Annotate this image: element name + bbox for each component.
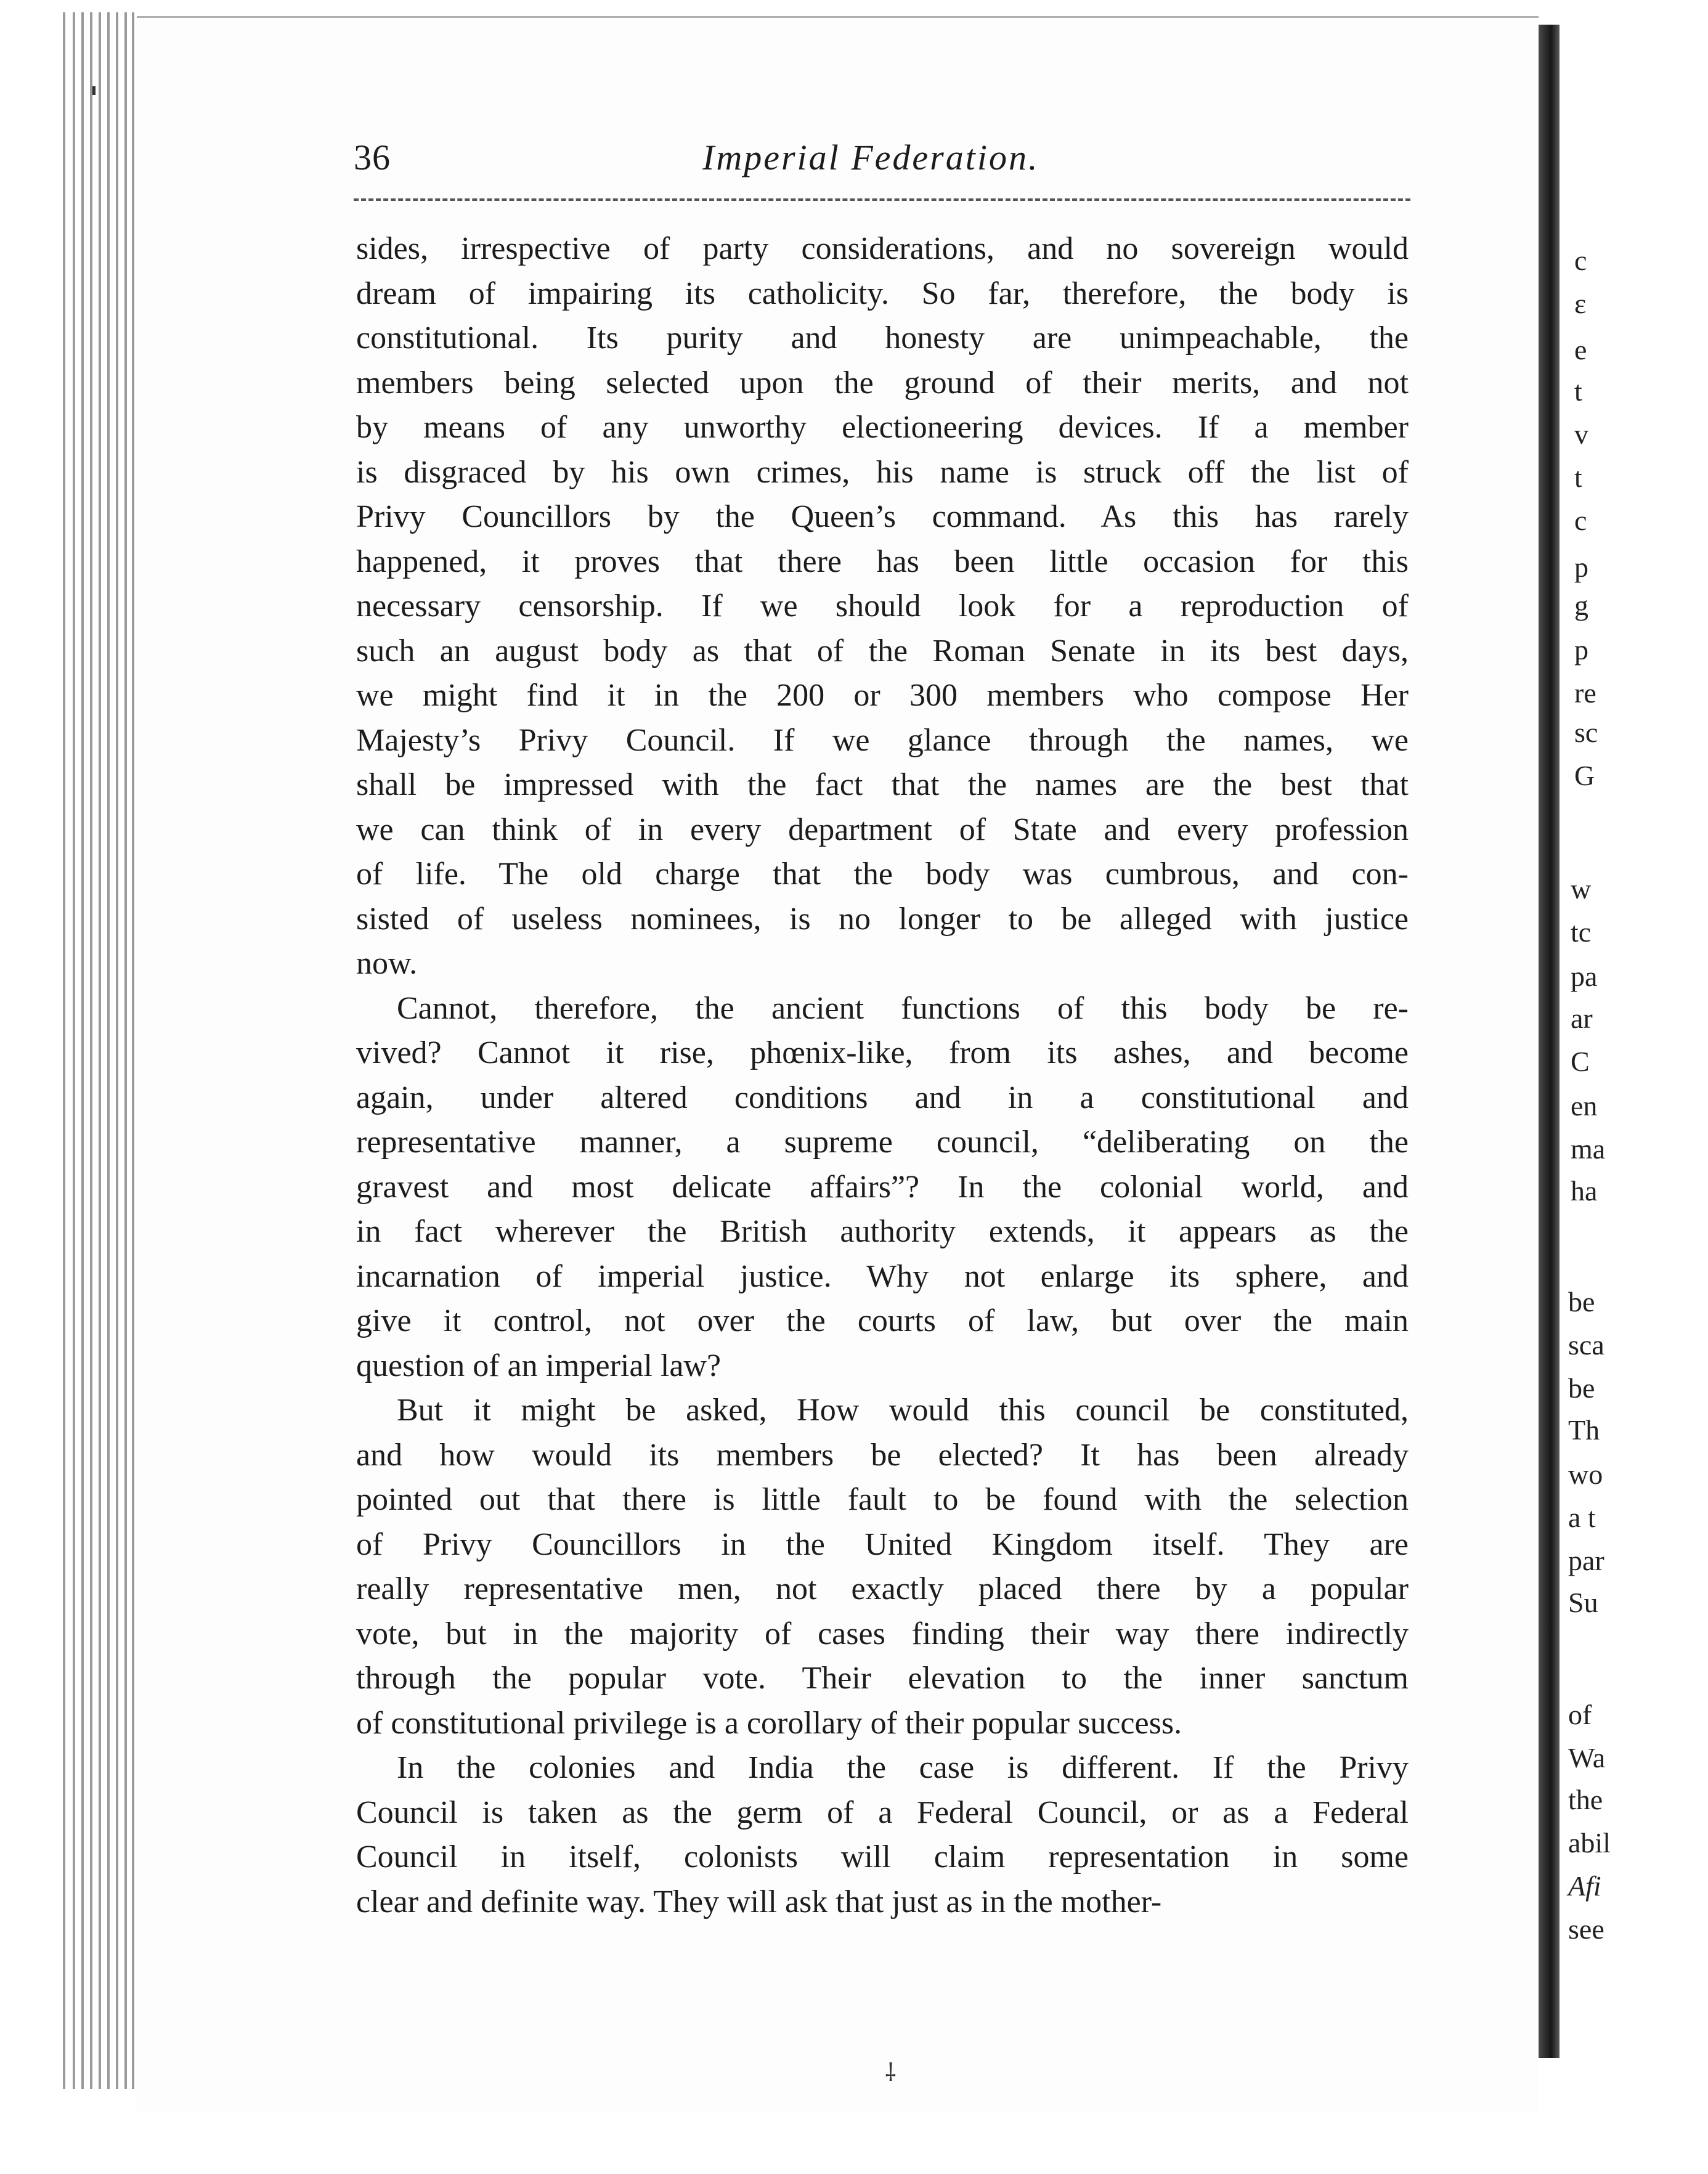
text-line: really representative men, not exactly placed there by a popular [356,1571,1409,1606]
text-line: members being selected upon the ground of their merits, and not [356,365,1409,401]
stacked-page-edges [0,0,148,2174]
facing-page-fragment: w [1571,873,1592,905]
facing-page-fragment: re [1574,677,1596,709]
body-text [356,227,1409,1924]
facing-page-fragment: a t [1568,1502,1596,1533]
running-title: Imperial Federation. [702,137,1039,177]
text-line: we can think of in every department of State and every profession [356,812,1409,847]
facing-page-fragment: pa [1571,961,1598,992]
text-line: But it might be asked, How would this council be constituted, [397,1393,1409,1428]
text-line: is disgraced by his own crimes, his name is struck off the list of [356,454,1409,490]
facing-page-fragment: ma [1571,1133,1606,1165]
facing-page-fragment: v [1574,418,1588,450]
facing-page-fragment: p [1574,552,1588,583]
facing-page-fragment: ε [1574,288,1587,319]
text-line: gravest and most delicate affairs”? In the colonial world, and [356,1169,1409,1205]
text-line: question of an imperial law? [356,1348,722,1383]
facing-page-fragment: ha [1571,1175,1598,1207]
scan-artifact-mark: ⸸ [885,2059,897,2086]
running-header [354,137,1410,186]
paragraph [356,1746,1409,1924]
text-line: representative manner, a supreme council, “deliberating on the [356,1125,1409,1160]
text-line: Privy Councillors by the Queen’s command. As this has rarely [356,499,1409,534]
page-edge-line [107,12,110,2089]
facing-page-fragment: Su [1568,1587,1598,1618]
facing-page-fragment: c [1574,505,1587,536]
text-line: incarnation of imperial justice. Why not enlarge its sphere, and [356,1258,1409,1294]
page-edge-line [73,12,75,2089]
book-gutter [1539,25,1560,2058]
text-line: again, under altered conditions and in a constitutional and [356,1080,1409,1115]
text-line: Cannot, therefore, the ancient functions of this body be re- [397,990,1409,1026]
facing-page-fragment: e [1574,334,1587,365]
text-line: of Privy Councillors in the United Kingdom itself. They are [356,1526,1409,1562]
text-line: dream of impairing its catholicity. So far, therefore, the body is [356,275,1409,311]
page-edge-line [63,12,65,2089]
text-line: sisted of useless nominees, is no longer to be alleged with justice [356,901,1409,937]
facing-page-fragment: the [1568,1784,1603,1815]
text-line: of constitutional privilege is a corollary of their popular success. [356,1705,1182,1741]
text-line: constitutional. Its purity and honesty are unimpeachable, the [356,320,1409,356]
page-number: 36 [354,137,391,177]
text-line: necessary censorship. If we should look for a reproduction of [356,588,1409,624]
facing-page-fragment: g [1574,590,1588,621]
facing-page-fragment: c [1574,245,1587,276]
scan-speck [92,86,96,95]
text-line: Council is taken as the germ of a Federal Council, or as a Federal [356,1794,1409,1830]
facing-page-fragment: wo [1568,1459,1603,1490]
facing-page-fragment: sc [1574,717,1598,748]
facing-page-fragment: see [1568,1913,1604,1945]
facing-page-fragment: t [1574,462,1582,493]
facing-page-fragment: par [1568,1545,1604,1576]
facing-page-fragment: tc [1571,916,1592,948]
facing-page-fragment: G [1574,760,1595,791]
text-line: sides, irrespective of party considerations, and no sovereign would [356,231,1409,266]
paragraph [356,1388,1409,1746]
text-line: pointed out that there is little fault to be found with the selection [356,1482,1409,1517]
text-line: of life. The old charge that the body was cumbrous, and con- [356,857,1409,892]
page-edge-line [132,12,134,2089]
text-line: in fact wherever the British authority extends, it appears as the [356,1214,1409,1249]
text-line: now. [356,946,418,981]
page-edge-line [90,12,92,2089]
facing-page-fragment: Afi [1568,1870,1601,1902]
text-line: vote, but in the majority of cases finding their way there indirectly [356,1616,1409,1651]
facing-page-fragment: ar [1571,1003,1593,1034]
paragraph [356,227,1409,987]
text-line: by means of any unworthy electioneering devices. If a member [356,410,1409,445]
facing-page-fragment: be [1568,1372,1595,1404]
text-line: give it control, not over the courts of law, but over the main [356,1303,1409,1338]
text-line: and how would its members be elected? It has been already [356,1437,1409,1473]
facing-page-fragment: en [1571,1090,1598,1122]
facing-page-fragment: Wa [1568,1742,1606,1773]
text-line: vived? Cannot it rise, phœnix-like, from its ashes, and become [356,1035,1409,1070]
facing-page-fragment: sca [1568,1329,1604,1361]
header-rule [354,198,1410,201]
facing-page-fragment: of [1568,1699,1592,1730]
text-line: Council in itself, colonists will claim representation in some [356,1839,1409,1875]
facing-page-fragment: p [1574,634,1588,666]
paragraph [356,987,1409,1389]
text-line: through the popular vote. Their elevation to the inner sanctum [356,1661,1409,1696]
text-line: In the colonies and India the case is different. If the Privy [397,1750,1409,1785]
facing-page-fragment: abil [1568,1827,1611,1858]
facing-page-fragment: t [1574,375,1582,407]
page-edge-line [99,12,101,2089]
facing-page-edge [1560,0,1708,2174]
text-line: we might find it in the 200 or 300 members who compose Her [356,678,1409,713]
text-line: clear and definite way. They will ask that just as in the mother- [356,1884,1162,1920]
page-edge-line [124,12,127,2089]
text-line: happened, it proves that there has been little occasion for this [356,544,1409,579]
text-line: shall be impressed with the fact that the names are the best that [356,767,1409,802]
text-line: Majesty’s Privy Council. If we glance through the names, we [356,722,1409,758]
text-line: such an august body as that of the Roman Senate in its best days, [356,633,1409,669]
facing-page-fragment: C [1571,1046,1590,1077]
facing-page-fragment: be [1568,1286,1595,1317]
facing-page-fragment: Th [1568,1414,1600,1446]
page-edge-line [81,12,84,2089]
page-edge-line [116,12,118,2089]
